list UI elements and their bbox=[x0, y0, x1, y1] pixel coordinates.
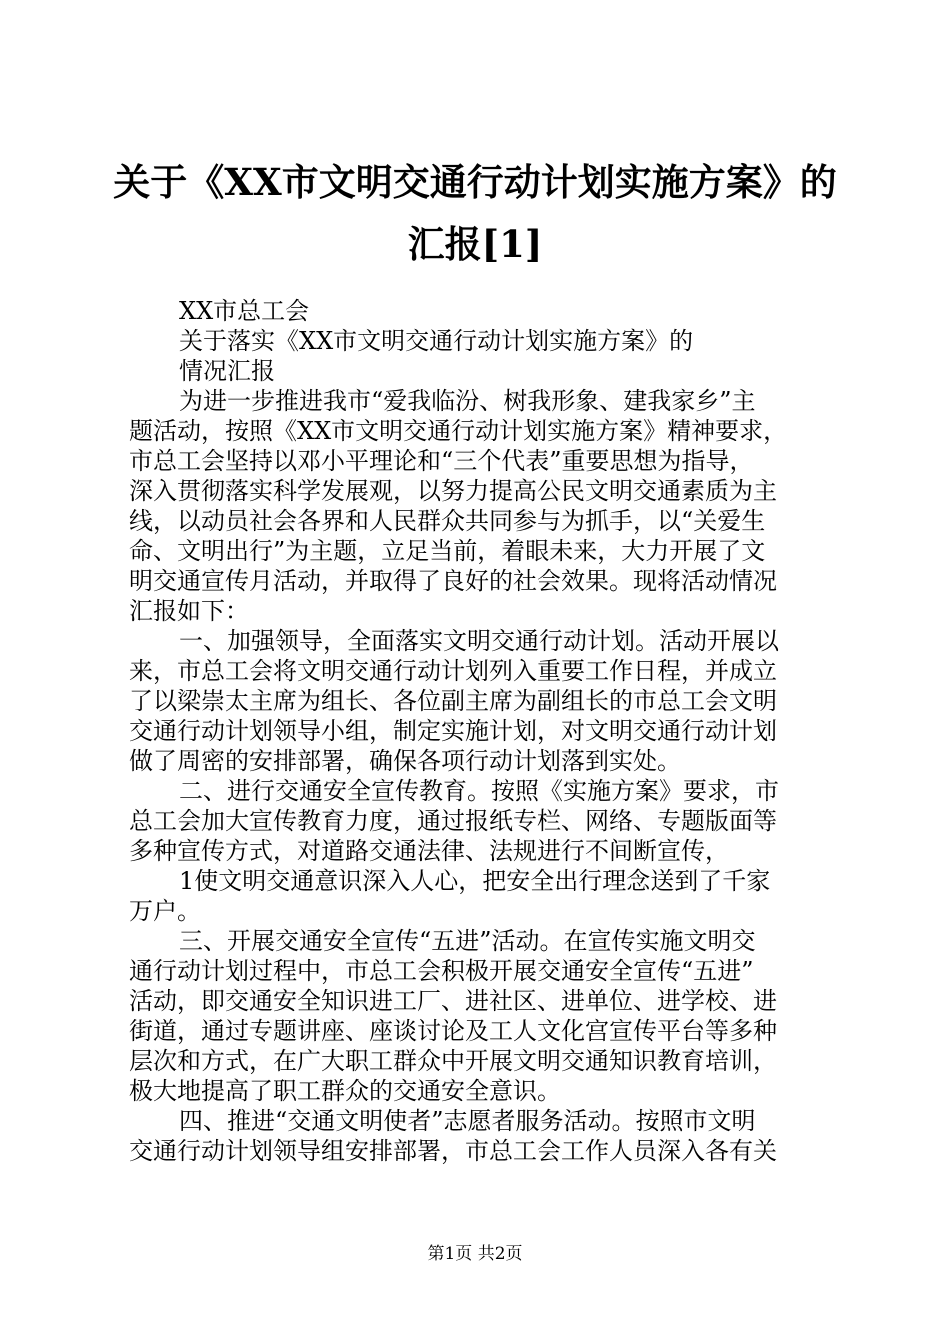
body-line: 极大地提高了职工群众的交通安全意识。 bbox=[129, 1077, 561, 1105]
body-line: 四、推进“交通文明使者”志愿者服务活动。按照市文明 bbox=[179, 1107, 756, 1135]
document-body bbox=[129, 296, 829, 1166]
body-line: 汇报如下： bbox=[129, 597, 249, 625]
body-line: 街道，通过专题讲座、座谈讨论及工人文化宫宣传平台等多种 bbox=[129, 1017, 777, 1045]
body-line: 一、加强领导，全面落实文明交通行动计划。活动开展以 bbox=[179, 627, 779, 655]
body-line: 通行动计划过程中，市总工会积极开展交通安全宣传“五进” bbox=[129, 957, 754, 985]
body-line: 1使文明交通意识深入人心，把安全出行理念送到了千家 bbox=[179, 867, 771, 895]
body-line: 市总工会坚持以邓小平理论和“三个代表”重要思想为指导， bbox=[129, 447, 754, 475]
document-title-line-2: 汇报[1] bbox=[407, 222, 543, 266]
body-line: XX市总工会 bbox=[179, 297, 310, 325]
body-line: 总工会加大宣传教育力度，通过报纸专栏、网络、专题版面等 bbox=[129, 807, 777, 835]
body-line: 活动，即交通安全知识进工厂、进社区、进单位、进学校、进 bbox=[129, 987, 777, 1015]
body-line: 交通行动计划领导小组，制定实施计划，对文明交通行动计划 bbox=[129, 717, 777, 745]
body-line: 情况汇报 bbox=[179, 357, 275, 385]
body-line: 命、文明出行”为主题，立足当前，着眼未来，大力开展了文 bbox=[129, 537, 766, 565]
body-line: 线，以动员社会各界和人民群众共同参与为抓手，以“关爱生 bbox=[129, 507, 766, 535]
body-line: 来，市总工会将文明交通行动计划列入重要工作日程，并成立 bbox=[129, 657, 777, 685]
body-line: 万户。 bbox=[129, 897, 201, 925]
body-line: 层次和方式，在广大职工群众中开展文明交通知识教育培训， bbox=[129, 1047, 777, 1075]
body-line: 为进一步推进我市“爱我临汾、树我形象、建我家乡”主 bbox=[179, 387, 756, 415]
body-line: 做了周密的安排部署，确保各项行动计划落到实处。 bbox=[129, 747, 681, 775]
document-title-line-1: 关于《XX市文明交通行动计划实施方案》的 bbox=[113, 160, 837, 204]
body-line: 关于落实《XX市文明交通行动计划实施方案》的 bbox=[179, 327, 694, 355]
page-footer: 第1页 共2页 bbox=[427, 1244, 523, 1264]
body-line: 交通行动计划领导组安排部署，市总工会工作人员深入各有关 bbox=[129, 1137, 777, 1165]
body-line: 明交通宣传月活动，并取得了良好的社会效果。现将活动情况 bbox=[129, 567, 777, 595]
body-line: 二、进行交通安全宣传教育。按照《实施方案》要求，市 bbox=[179, 777, 779, 805]
body-line: 深入贯彻落实科学发展观，以努力提高公民文明交通素质为主 bbox=[129, 477, 777, 505]
body-line: 三、开展交通安全宣传“五进”活动。在宣传实施文明交 bbox=[179, 927, 756, 955]
body-line: 题活动，按照《XX市文明交通行动计划实施方案》精神要求， bbox=[129, 417, 788, 445]
body-line: 了以梁崇太主席为组长、各位副主席为副组长的市总工会文明 bbox=[129, 687, 777, 715]
body-line: 多种宣传方式，对道路交通法律、法规进行不间断宣传， bbox=[129, 837, 729, 865]
